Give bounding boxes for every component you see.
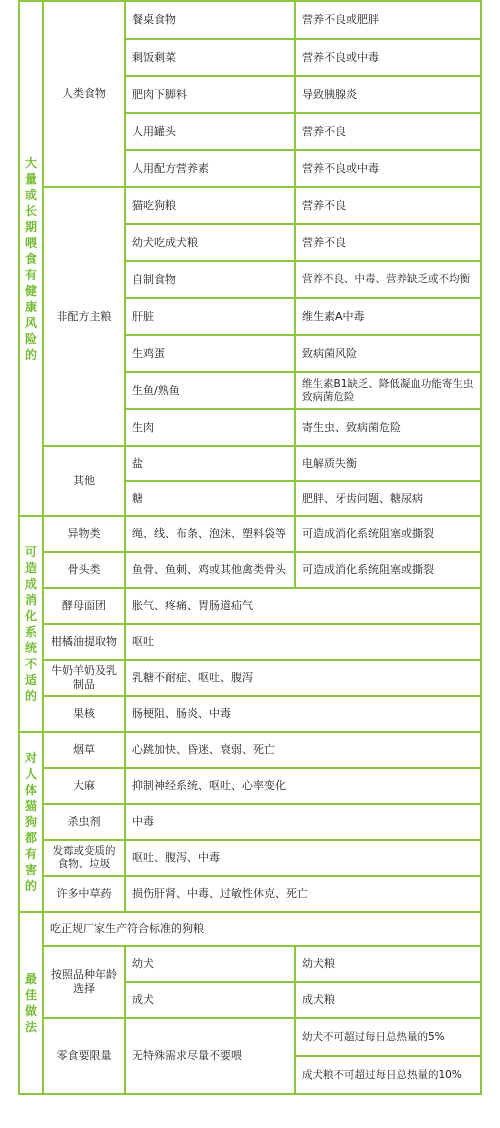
effect-cell: 营养不良或中毒 xyxy=(295,150,481,187)
detail-cell: 抑制神经系统、呕吐、心率变化 xyxy=(125,768,481,804)
effect-cell: 寄生虫、致病菌危险 xyxy=(295,409,481,446)
snack-limit-cell: 幼犬不可超过每日总热量的5% xyxy=(295,1018,481,1056)
item-cell: 人用配方营养素 xyxy=(125,150,295,187)
item-cell: 果核 xyxy=(43,696,125,732)
food-risk-table xyxy=(18,0,482,1095)
category-digestive: 可造成消化系统不适的 xyxy=(19,516,43,732)
food-risk-table-container xyxy=(18,0,480,1100)
snack-limit-cell: 成犬粮不可超过每日总热量的10% xyxy=(295,1056,481,1094)
detail-cell: 损伤肝肾、中毒、过敏性休克、死亡 xyxy=(125,876,481,912)
item-cell: 肝脏 xyxy=(125,298,295,335)
item-cell: 许多中草药 xyxy=(43,876,125,912)
detail-cell: 乳糖不耐症、呕吐、腹泻 xyxy=(125,660,481,696)
item-cell: 盐 xyxy=(125,446,295,481)
category-health-risk: 大量或长期喂食有健康风险的 xyxy=(19,1,43,516)
food-cell: 幼犬粮 xyxy=(295,946,481,982)
effect-cell: 可造成消化系统阻塞或撕裂 xyxy=(295,516,481,552)
item-cell: 猫吃狗粮 xyxy=(125,187,295,224)
item-cell: 生鱼/熟鱼 xyxy=(125,372,295,409)
item-cell: 大麻 xyxy=(43,768,125,804)
item-cell: 幼犬吃成犬粮 xyxy=(125,224,295,261)
age-choice-label: 按照品种年龄选择 xyxy=(43,946,125,1018)
food-cell: 成犬粮 xyxy=(295,982,481,1018)
effect-cell: 营养不良 xyxy=(295,224,481,261)
effect-cell: 营养不良或中毒 xyxy=(295,39,481,76)
group-non-formula-food: 非配方主粮 xyxy=(43,187,125,446)
effect-cell: 肥胖、牙齿问题、糖尿病 xyxy=(295,481,481,516)
effect-cell: 营养不良、中毒、营养缺乏或不均衡 xyxy=(295,261,481,298)
group-other: 其他 xyxy=(43,446,125,516)
effect-cell: 维生素A中毒 xyxy=(295,298,481,335)
item-cell: 人用罐头 xyxy=(125,113,295,150)
effect-cell: 可造成消化系统阻塞或撕裂 xyxy=(295,552,481,588)
item-cell: 肥肉下脚料 xyxy=(125,76,295,113)
effect-cell: 营养不良或肥胖 xyxy=(295,1,481,39)
stage-cell: 幼犬 xyxy=(125,946,295,982)
stage-cell: 成犬 xyxy=(125,982,295,1018)
group-human-food: 人类食物 xyxy=(43,1,125,187)
snack-limit-label: 零食要限量 xyxy=(43,1018,125,1094)
best-practice-intro: 吃正规厂家生产符合标准的狗粮 xyxy=(43,912,481,946)
item-cell: 剩饭剩菜 xyxy=(125,39,295,76)
category-best-practice: 最佳做法 xyxy=(19,912,43,1094)
item-cell: 骨头类 xyxy=(43,552,125,588)
item-cell: 生肉 xyxy=(125,409,295,446)
effect-cell: 营养不良 xyxy=(295,187,481,224)
item-cell: 异物类 xyxy=(43,516,125,552)
item-cell: 生鸡蛋 xyxy=(125,335,295,372)
detail-cell: 鱼骨、鱼刺、鸡或其他禽类骨头 xyxy=(125,552,295,588)
effect-cell: 导致胰腺炎 xyxy=(295,76,481,113)
snack-detail-cell: 无特殊需求尽量不要喂 xyxy=(125,1018,295,1094)
item-cell: 烟草 xyxy=(43,732,125,768)
detail-cell: 心跳加快、昏迷、衰弱、死亡 xyxy=(125,732,481,768)
item-cell: 餐桌食物 xyxy=(125,1,295,39)
detail-cell: 肠梗阻、肠炎、中毒 xyxy=(125,696,481,732)
item-cell: 糖 xyxy=(125,481,295,516)
item-cell: 发霉或变质的食物、垃圾 xyxy=(43,840,125,876)
effect-cell: 维生素B1缺乏、降低凝血功能寄生虫致病菌危险 xyxy=(295,372,481,409)
item-cell: 自制食物 xyxy=(125,261,295,298)
category-harmful-both: 对人体猫狗都有害的 xyxy=(19,732,43,912)
item-cell: 牛奶羊奶及乳制品 xyxy=(43,660,125,696)
detail-cell: 中毒 xyxy=(125,804,481,840)
effect-cell: 电解质失衡 xyxy=(295,446,481,481)
item-cell: 酵母面团 xyxy=(43,588,125,624)
detail-cell: 呕吐 xyxy=(125,624,481,660)
effect-cell: 营养不良 xyxy=(295,113,481,150)
detail-cell: 胀气、疼痛、胃肠道疝气 xyxy=(125,588,481,624)
item-cell: 杀虫剂 xyxy=(43,804,125,840)
detail-cell: 呕吐、腹泻、中毒 xyxy=(125,840,481,876)
effect-cell: 致病菌风险 xyxy=(295,335,481,372)
item-cell: 柑橘油提取物 xyxy=(43,624,125,660)
detail-cell: 绳、线、布条、泡沫、塑料袋等 xyxy=(125,516,295,552)
